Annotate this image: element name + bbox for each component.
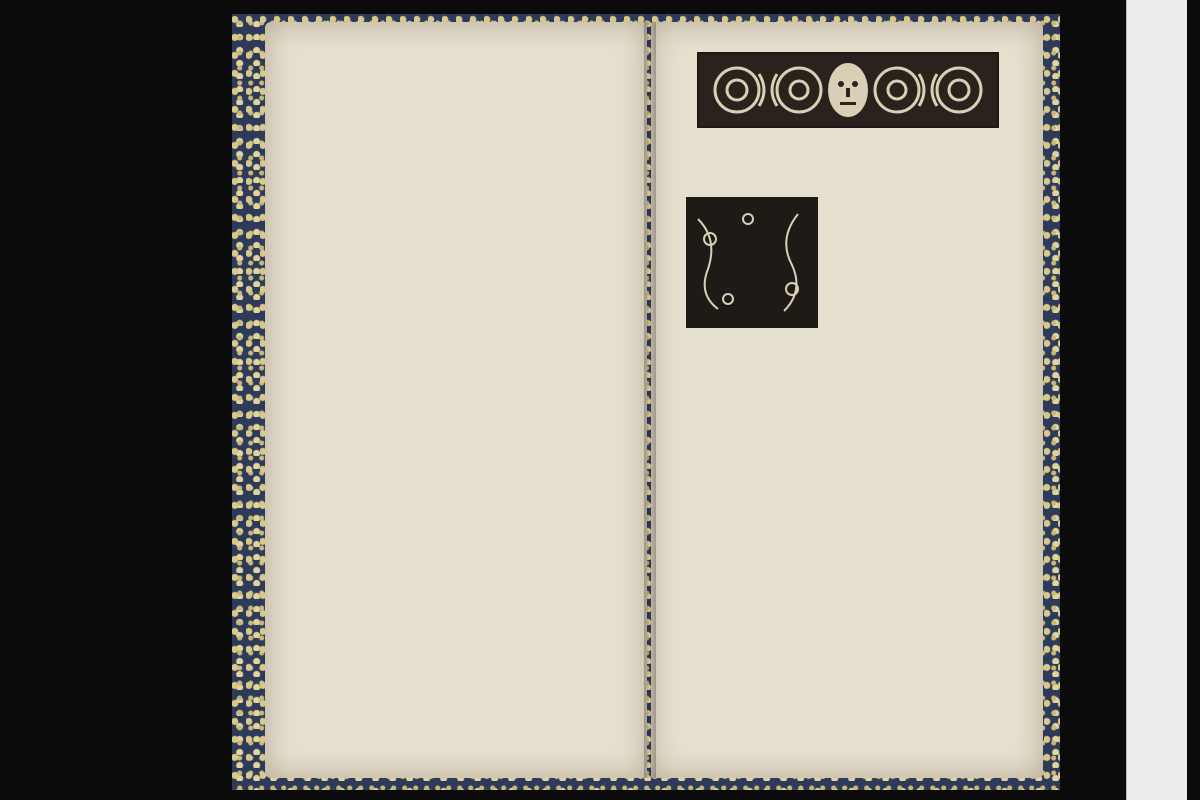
- ruler-ticks: [1127, 0, 1187, 800]
- ornamental-headpiece: [697, 52, 999, 128]
- headpiece-ornament-icon: [699, 54, 997, 126]
- scale-ruler: [1126, 0, 1187, 800]
- right-page: [651, 22, 1043, 778]
- decorated-initial: [686, 197, 818, 328]
- book-gutter: [644, 22, 656, 778]
- left-page: [265, 22, 647, 778]
- floral-initial-icon: [688, 199, 812, 322]
